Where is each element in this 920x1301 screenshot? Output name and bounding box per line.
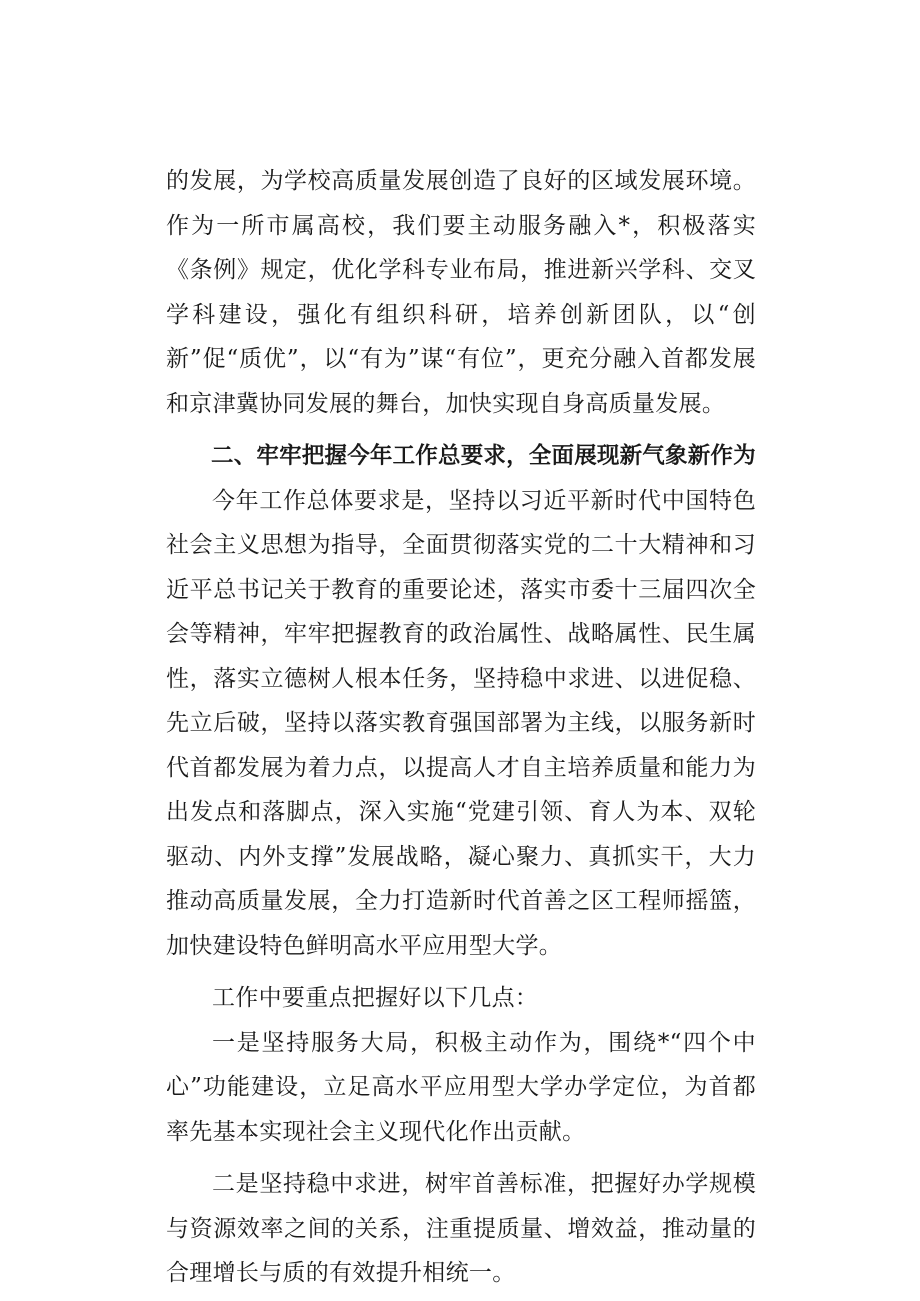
paragraph-gap bbox=[166, 1154, 756, 1162]
section-heading-two: 二、牢牢把握今年工作总要求，全面展现新气象新作为 bbox=[211, 443, 756, 469]
paragraph-gap bbox=[166, 968, 756, 976]
paragraph-gap bbox=[166, 426, 756, 434]
paragraph-key-points-intro: 工作中要重点把握好以下几点： bbox=[212, 985, 539, 1011]
paragraph-point-two: 二是坚持稳中求进，树牢首善标准，把握好办学规模与资源效率之间的关系，注重提质量、增效益，推动量的合理增长与质的有效提升相统一。 bbox=[166, 1171, 756, 1286]
document-body bbox=[166, 159, 756, 1296]
paragraph-point-one: 一是坚持服务大局，积极主动作为，围绕*“四个中心”功能建设，立足高水平应用型大学办学定位，为首都率先基本实现社会主义现代化作出贡献。 bbox=[166, 1029, 756, 1145]
paragraph-overall-requirements: 今年工作总体要求是，坚持以习近平新时代中国特色社会主义思想为指导，全面贯彻落实党的二十大精神和习近平总书记关于教育的重要论述，落实市委十三届四次全会等精神，牢牢把握教育的政治属性、战略属性、民生属性，落实立德树人根本任务，坚持稳中求进、以进促稳、先立后破，坚持以落实教育强国部署为主线，以服务新时代首都发展为着力点，以提高人才自主培养质量和能力为出发点和落脚点，深入实施“党建引领、育人为本、双轮驱动、内外支撑”发展战略，凝心聚力、真抓实干，大力推动高质量发展，全力打造新时代首善之区工程师摇篮，加快建设特色鲜明高水平应用型大学。 bbox=[166, 487, 756, 959]
paragraph-development-environment: 的发展，为学校高质量发展创造了良好的区域发展环境。作为一所市属高校，我们要主动服务融入*，积极落实《条例》规定，优化学科专业布局，推进新兴学科、交叉学科建设，强化有组织科研，培养创新团队，以“创新”促“质优”，以“有为”谋“有位”，更充分融入首都发展和京津冀协同发展的舞台，加快实现自身高质量发展。 bbox=[166, 168, 756, 417]
